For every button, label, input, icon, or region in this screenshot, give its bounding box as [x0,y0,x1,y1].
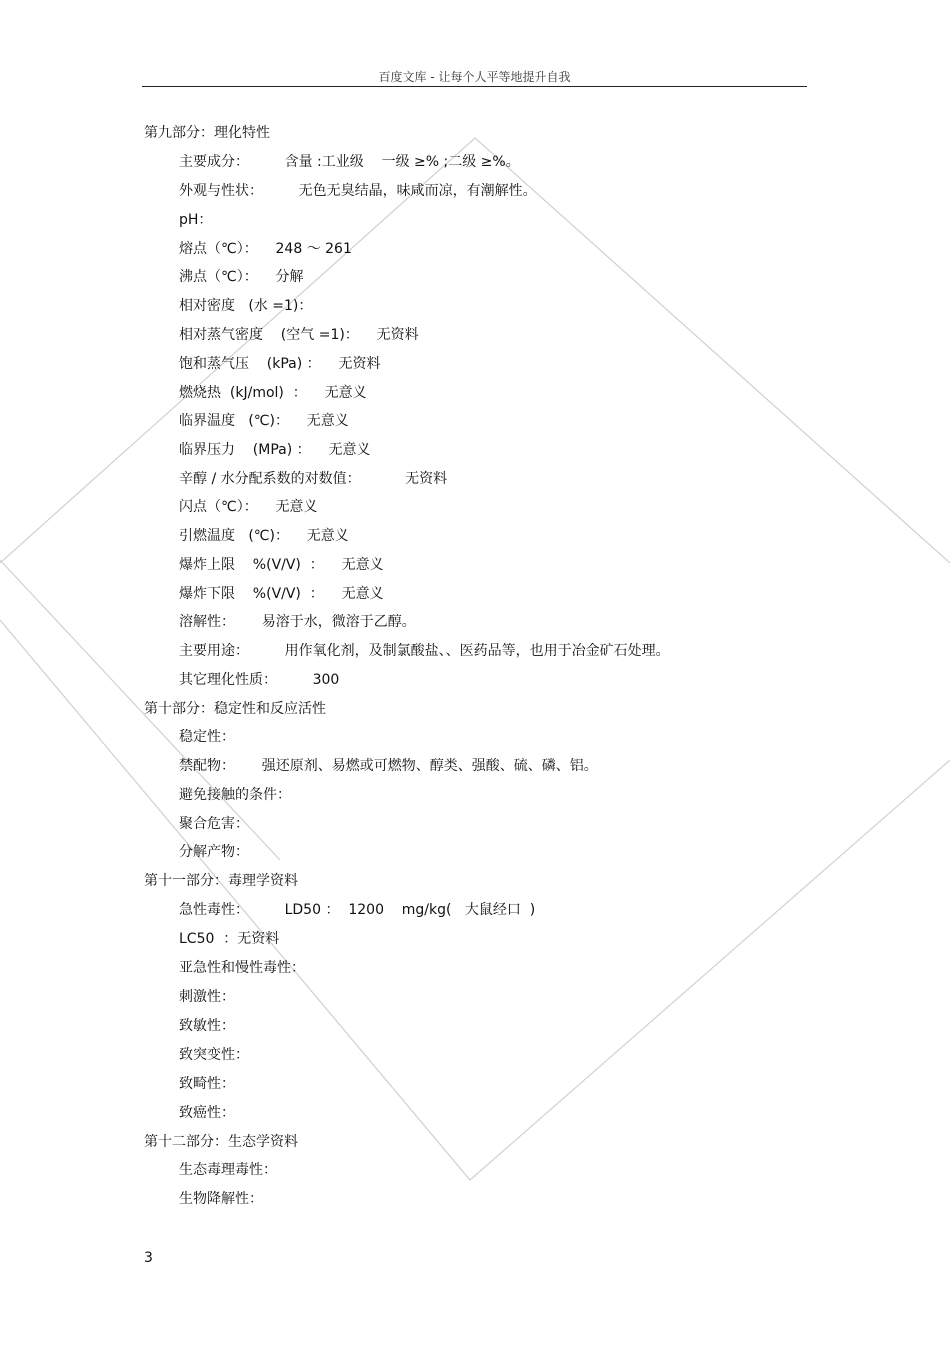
list-item: 熔点（℃）： 248 ～ 261 [179,241,352,257]
list-item: 沸点（℃）： 分解 [179,269,304,285]
list-item: 急性毒性： LD50 ： 1200 mg/kg( 大鼠经口 ) [179,902,536,918]
page-header [142,66,807,87]
page-number: 3 [144,1250,153,1266]
list-item: 其它理化性质： 300 [179,672,340,688]
list-item: 生物降解性： [179,1191,263,1207]
section-title-11: 第十一部分：毒理学资料 [144,873,298,889]
list-item: 相对蒸气密度 (空气 =1)： 无资料 [179,327,419,343]
list-item: 溶解性： 易溶于水，微溶于乙醇。 [179,614,416,630]
list-item: 爆炸下限 %(V/V) ： 无意义 [179,586,384,602]
list-item: 亚急性和慢性毒性： [179,960,305,976]
list-item: 主要成分： 含量 :工业级 一级 ≥% ;二级 ≥%。 [179,154,520,170]
list-item: 致畸性： [179,1076,235,1092]
section-title-10: 第十部分：稳定性和反应活性 [144,701,326,717]
list-item: 临界压力 (MPa) ： 无意义 [179,442,371,458]
list-item: 致敏性： [179,1018,235,1034]
list-item: 燃烧热 (kJ/mol) ： 无意义 [179,385,367,401]
list-item: 临界温度 (℃)： 无意义 [179,413,349,429]
list-item: LC50 ：无资料 [179,931,280,947]
section-title-12: 第十二部分：生态学资料 [144,1134,298,1150]
list-item: 生态毒理毒性： [179,1162,277,1178]
list-item: 闪点（℃）： 无意义 [179,499,318,515]
list-item: 辛醇 / 水分配系数的对数值： 无资料 [179,471,448,487]
list-item: 外观与性状： 无色无臭结晶，味咸而凉，有潮解性。 [179,183,537,199]
list-item: 稳定性： [179,729,235,745]
list-item: 禁配物： 强还原剂、易燃或可燃物、醇类、强酸、硫、磷、铝。 [179,758,598,774]
list-item: 避免接触的条件： [179,787,291,803]
list-item: 爆炸上限 %(V/V) ： 无意义 [179,557,384,573]
list-item: 刺激性： [179,989,235,1005]
list-item: 聚合危害： [179,816,249,832]
list-item: 致癌性： [179,1105,235,1121]
list-item: 致突变性： [179,1047,249,1063]
section-title-9: 第九部分：理化特性 [144,125,270,141]
list-item: 引燃温度 (℃)： 无意义 [179,528,349,544]
list-item: pH： [179,212,213,228]
list-item: 分解产物： [179,844,249,860]
list-item: 相对密度 (水 =1)： [179,298,313,314]
list-item: 主要用途： 用作氧化剂，及制氯酸盐、、医药品等，也用于冶金矿石处理。 [179,643,670,659]
list-item: 饱和蒸气压 (kPa) ： 无资料 [179,356,381,372]
header-text: 百度文库 - 让每个人平等地提升自我 [378,70,571,84]
